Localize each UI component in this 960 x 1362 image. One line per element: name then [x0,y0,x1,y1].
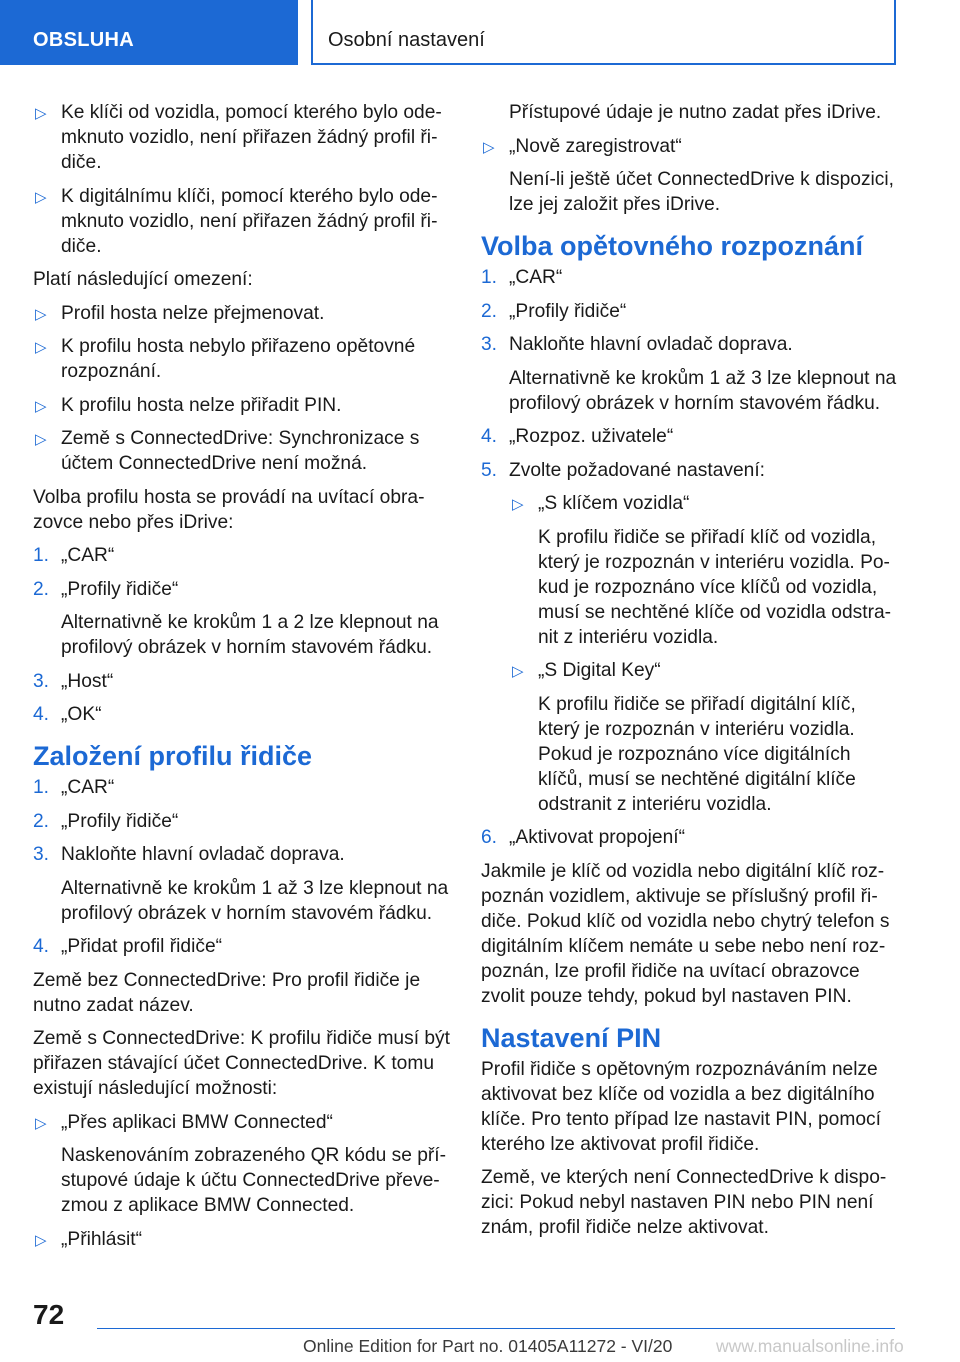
section-heading: Nastavení PIN [481,1022,662,1053]
numbered-step [33,809,451,834]
step-number: 1. [33,545,50,566]
step-number: 2. [33,578,50,600]
section-tab [0,0,298,65]
numbered-step [33,775,451,800]
numbered-step [33,543,451,568]
bullet-triangle-icon: ▷ [35,305,47,323]
item-text: Země s ConnectedDrive: K profilu řidiče musí být přiřazen stávající účet ConnectedDrive. K tomu existují následující možnosti: [33,1028,450,1099]
numbered-step [481,825,899,850]
item-text: „Přes aplikaci BMW Connected“ [61,1111,333,1133]
item-text: Přístupové údaje je nutno zadat přes iDrive. [509,102,882,123]
item-text: Alternativně ke krokům 1 až 3 lze klepnout na profilový obrázek v horním stavovém řádku. [61,877,449,924]
item-text: Volba profilu hosta se provádí na uvítací obrazovce nebo přes iDrive: [33,486,425,533]
bullet-item [33,301,451,326]
step-number: 4. [481,426,498,447]
section-label: OBSLUHA [33,29,134,51]
footer-divider [97,1328,895,1329]
numbered-step [33,934,451,959]
section-heading: Založení profilu řidiče [33,741,313,771]
item-text: „CAR“ [61,545,115,566]
step-continuation [481,167,899,217]
bullet-triangle-icon: ▷ [35,431,47,448]
item-text: K profilu hosta nelze přiřadit PIN. [61,394,342,416]
bullet-triangle-icon: ▷ [483,138,495,156]
bullet-triangle-icon: ▷ [35,397,47,415]
right-column [481,100,899,1249]
step-number: 1. [481,267,498,288]
paragraph [33,1026,451,1101]
item-text: Alternativně ke krokům 1 až 3 lze klepnout na profilový obrázek v horním stavovém řádku. [509,367,897,414]
step-number: 2. [33,810,50,832]
item-text: Platí následující omezení: [33,269,253,290]
item-text: K profilu hosta nebylo přiřazeno opětovné rozpoznání. [61,336,416,382]
item-text: „Profily řidiče“ [61,578,179,600]
item-text: Nakloňte hlavní ovladač doprava. [509,334,793,355]
item-text: „Nově zaregistrovat“ [509,135,682,157]
step-number: 4. [33,936,50,957]
bullet-item [481,134,899,159]
item-text: Ke klíči od vozidla, pomocí kterého bylo odemknuto vozidlo, není přiřazen žádný profil řidiče. [61,102,442,173]
step-continuation [33,876,451,926]
edition-note: Online Edition for Part no. 01405A11272 - VI/20 [303,1336,673,1356]
step-number: 3. [481,334,498,355]
item-text: Nakloňte hlavní ovladač doprava. [61,844,345,865]
numbered-step [481,424,899,449]
numbered-step [33,669,451,694]
item-text: Zvolte požadované nastavení: [509,459,766,481]
bullet-item [33,426,451,476]
step-continuation [33,1143,451,1218]
item-text: „S Digital Key“ [538,660,661,681]
item-text: „Host“ [61,670,114,692]
bullet-triangle-icon: ▷ [512,496,524,513]
step-continuation [33,610,451,660]
chapter-title: Osobní nastavení [328,29,485,51]
numbered-step [481,332,899,357]
bullet-triangle-icon: ▷ [35,1114,47,1132]
item-text: „Aktivovat propojení“ [509,827,685,848]
step-continuation [481,366,899,416]
step-number: 5. [481,459,498,481]
item-text: „Přidat profil řidiče“ [61,936,223,957]
paragraph [481,1057,899,1157]
page-number: 72 [33,1299,65,1330]
step-number: 4. [33,704,50,725]
paragraph [481,859,899,1009]
bullet-triangle-icon: ▷ [35,188,47,206]
bullet-triangle-icon: ▷ [35,1231,47,1249]
numbered-step [33,577,451,602]
bullet-item [33,100,451,175]
step-number: 6. [481,827,498,848]
numbered-step [481,265,899,290]
step-number: 1. [33,777,50,798]
item-text: Alternativně ke krokům 1 a 2 lze klepnout na profilový obrázek v horním stavovém řádku. [61,612,439,658]
watermark: www.manualsonline.info [716,1336,904,1356]
item-text: „Profily řidiče“ [61,810,179,832]
step-number: 2. [481,300,498,322]
item-text: „Rozpoz. uživatele“ [509,426,674,447]
section-heading: Volba opětovného rozpoznání [481,231,863,261]
item-text: Země s ConnectedDrive: Synchronizace s účtem ConnectedDrive není možná. [61,428,420,474]
sub-bullet-item [481,491,899,516]
item-text: Země, ve kterých není ConnectedDrive k dispozici: Pokud nebyl nastaven PIN nebo PIN není znám, profil řidiče nelze aktivovat. [481,1167,887,1238]
item-text: K digitálnímu klíči, pomocí kterého bylo odemknuto vozidlo, není přiřazen žádný profil řidiče. [61,185,438,257]
sub-continuation [481,692,899,817]
bullet-item [33,1110,451,1135]
item-text: Země bez ConnectedDrive: Pro profil řidiče je nutno zadat název. [33,969,421,1016]
item-text: Profil hosta nelze přejmenovat. [61,302,325,324]
bullet-item [33,334,451,384]
paragraph [33,485,451,535]
item-text: „OK“ [61,704,102,725]
bullet-item [33,393,451,418]
step-number: 3. [33,670,50,692]
paragraph [481,1165,899,1240]
item-text: Není-li ještě účet ConnectedDrive k dispozici, lze jej založit přes iDrive. [509,169,894,215]
item-text: Naskenováním zobrazeného QR kódu se přístupové údaje k účtu ConnectedDrive převezmou z aplikace BMW Connected. [61,1145,447,1216]
item-text: „CAR“ [509,267,563,288]
paragraph [33,968,451,1018]
item-text: Jakmile je klíč od vozidla nebo digitální klíč rozpoznán vozidlem, aktivuje se příslušný profil řidiče. Pokud klíč od vozidla nebo chytrý telefon s digitálním klíčem nemáte u sebe nebo není rozpoznán, lze profil řidiče na uvítací obrazovce zvolit pouze tehdy, pokud byl nastaven PIN. [481,860,890,1007]
numbered-step [481,299,899,324]
bullet-item [33,184,451,259]
numbered-step [33,702,451,727]
item-text: K profilu řidiče se přiřadí digitální klíč, který je rozpoznán v interiéru vozidla. Pokud je rozpoznáno více digitálních klíčů, musí se nechtěné digitální klíče odstranit z interiéru vozidla. [538,693,856,815]
bullet-triangle-icon: ▷ [35,105,47,122]
sub-continuation [481,525,899,650]
item-text: Profil řidiče s opětovným rozpoznáváním nelze aktivovat bez klíče od vozidla a bez digitálního klíče. Pro tento případ lze nastavit PIN, pomocí kterého lze aktivovat profil řidiče. [481,1058,881,1155]
bullet-item [33,1227,451,1252]
bullet-triangle-icon: ▷ [35,339,47,356]
sub-bullet-item [481,658,899,683]
step-number: 3. [33,844,50,865]
chapter-header [311,0,896,65]
item-text: „S klíčem vozidla“ [538,493,690,514]
item-text: „Profily řidiče“ [509,300,627,322]
item-text: „CAR“ [61,777,115,798]
item-text: „Přihlásit“ [61,1228,143,1250]
paragraph [33,267,451,292]
left-column [33,100,451,1260]
bullet-triangle-icon: ▷ [512,663,524,680]
item-text: K profilu řidiče se přiřadí klíč od vozidla, který je rozpoznán v interiéru vozidla. Pokud je rozpoznáno více klíčů od vozidla, musí se nechtěné klíče od vozidla odstranit z interiéru vozidla. [538,526,892,648]
numbered-step [33,842,451,867]
step-continuation [481,100,899,125]
numbered-step [481,458,899,483]
